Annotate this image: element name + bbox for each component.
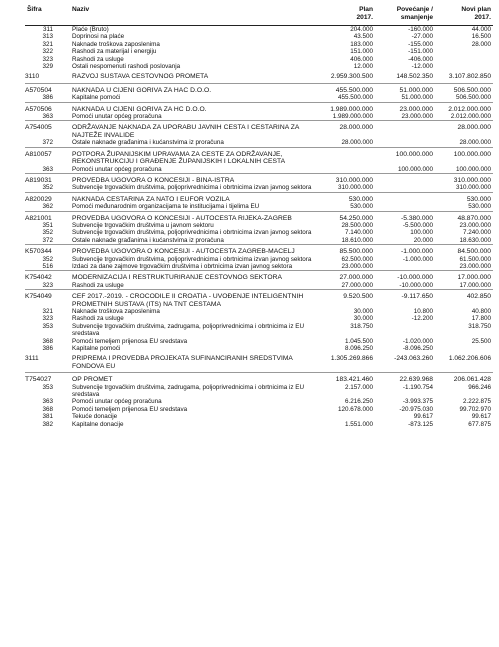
row-code: 3110 [25,73,40,81]
table-row [25,56,493,63]
table-row [25,48,493,55]
row-plan: 8.096.250 [344,345,373,353]
row-new-plan: 2.012.000.000 [450,113,491,121]
row-plan: 1.989.000.000 [330,105,373,113]
row-change: -1.000.000 [401,248,433,256]
row-code: 363 [42,165,53,173]
table-row [25,345,493,352]
row-change: -155.000 [408,40,433,48]
group-row [25,245,493,256]
row-name: CEF 2017.-2019. - CROCODILE II CROATIA - UVOĐENJE INTELIGENTNIH PROMETNIH SUSTAVA (ITS) NA TNT CESTAMA [72,293,304,308]
row-code: 363 [42,398,53,406]
row-name: Ostali nespomenuti rashodi poslovanja [72,63,181,71]
row-code: 313 [42,33,53,41]
row-change: -10.000.000 [399,281,433,289]
row-plan: 1.551.000 [344,420,373,428]
row-code: 516 [42,262,53,270]
row-new-plan: 530.000 [466,195,491,203]
row-name: Subvencije trgovačkim društvima, zadrugama, poljoprivrednicima i obrtnicima iz EU sredstava [72,322,305,338]
table-header [25,5,493,26]
row-new-plan: 23.000.000 [459,262,491,270]
row-name: Pomoći unutar općeg proračuna [72,398,162,406]
row-plan: 27.000.000 [339,274,373,282]
row-name: Naknade troškova zaposlenima [72,40,160,48]
row-name: NAKNADA U CIJENI GORIVA ZA HAC D.O.O. [72,86,212,94]
table-row [25,308,493,315]
row-new-plan: 1.062.206.606 [448,355,491,363]
row-new-plan: 44.000 [471,26,491,33]
row-change [375,203,435,211]
row-code: 382 [42,420,53,428]
row-change: -1.020.000 [402,337,433,345]
row-plan: 1.045.500 [344,337,373,345]
row-new-plan: 2.222.875 [462,398,491,406]
row-plan: 183.000 [350,40,373,48]
row-code: 322 [42,48,53,56]
group-row [25,373,493,384]
row-change: 100.000.000 [395,150,433,158]
row-code: 352 [42,255,53,263]
row-code: 323 [42,55,53,63]
row-new-plan: 40.800 [471,308,491,315]
row-change: 10.800 [413,308,433,315]
row-plan: 455.500.000 [337,94,373,102]
table-row [25,63,493,70]
row-code: A819031 [25,176,52,184]
header-row [25,5,493,26]
row-name: Kapitalne pomoći [72,94,121,102]
row-new-plan: 17.000.000 [457,274,491,282]
row-plan: 18.610.000 [341,236,373,244]
row-change: -12.200 [411,315,433,323]
row-change: -9.117.650 [401,293,433,301]
row-new-plan: 99.617 [471,413,491,421]
row-plan: 54.250.000 [339,214,373,222]
row-code: 352 [42,229,53,237]
row-change: 51.000.000 [399,86,433,94]
row-name: Naknade troškova zaposlenima [72,308,160,315]
row-name: MODERNIZACIJA I RESTRUKTURIRANJE CESTOVNOG SEKTORA [72,274,282,282]
row-name: PRIPREMA I PROVEDBA PROJEKATA SUFINANCIRANIH SREDSTVIMA FONDOVA EU [72,355,293,370]
row-new-plan: 84.500.000 [457,248,491,256]
row-change: -406.000 [408,55,433,63]
row-name: Pomoći unutar općeg proračuna [72,165,162,173]
row-change: -3.993.375 [402,398,433,406]
row-change: -8.096.250 [402,345,433,353]
row-plan: 318.750 [350,322,373,330]
row-new-plan: 3.107.802.850 [448,73,491,81]
budget-table [25,5,493,428]
row-code: 372 [42,139,53,147]
table-body [25,26,493,429]
row-name: Ostale naknade građanima i kućanstvima iz proračuna [72,139,224,147]
row-name: Kapitalne pomoći [72,345,121,353]
group-row [25,173,493,184]
row-name: Pomoći međunarodnim organizacijama te institucijama i tijelima EU [72,203,260,211]
row-change: -10.000.000 [397,274,433,282]
row-code: 368 [42,405,53,413]
row-plan: 85.500.000 [339,248,373,256]
row-name: Izdaci za dane zajmove trgovačkim društvima i obrtnicima izvan javnog sektora [72,262,293,270]
row-new-plan [435,63,493,70]
row-new-plan: 17.800 [471,315,491,323]
table-row [25,41,493,48]
row-new-plan: 28.000 [471,40,491,48]
row-code: 368 [42,337,53,345]
row-plan: 62.500.000 [341,255,373,263]
row-new-plan: 677.875 [468,420,491,428]
row-change [375,323,435,338]
row-new-plan: 100.000.000 [453,150,491,158]
row-plan: 1.305.269.866 [330,355,373,363]
row-name: PROVEDBA UGOVORA O KONCESIJI - AUTOCESTA RIJEKA-ZAGREB [72,214,292,222]
row-name: Subvencije trgovačkim društvima, poljoprivrednicima i obrtnicima izvan javnog sektora [72,229,312,237]
row-new-plan: 23.000.000 [459,221,491,229]
table-row [25,263,493,271]
header-new-plan: Novi plan 2017. [435,5,493,26]
row-change: -12.000 [411,63,433,71]
row-code: A821001 [25,214,52,222]
table-row [25,421,493,428]
row-plan: 120.678.000 [337,405,373,413]
table-row [25,323,493,338]
row-plan: 183.421.460 [335,376,373,384]
table-row [25,113,493,121]
row-new-plan: 2.012.000.000 [448,105,491,113]
row-plan: 310.000.000 [335,176,373,184]
row-plan: 23.000.000 [341,262,373,270]
group-row [25,290,493,308]
row-code: 353 [42,322,53,330]
row-new-plan: 100.000.000 [455,165,491,173]
header-name: Naziv [70,5,314,26]
row-plan: 406.000 [350,55,373,63]
row-plan: 310.000.000 [337,184,373,192]
row-new-plan: 310.000.000 [453,176,491,184]
row-change: 23.000.000 [401,113,433,121]
row-new-plan: 206.061.428 [453,376,491,384]
row-plan: 27.000.000 [341,281,373,289]
row-change: 20.000 [413,236,433,244]
row-new-plan: 61.500.000 [459,255,491,263]
row-code: A820029 [25,195,52,203]
header-code: Šifra [25,5,70,26]
row-code: A754005 [25,124,52,132]
row-name: OP PROMET [72,376,113,384]
row-code: 321 [42,40,53,48]
row-code: 321 [42,308,53,315]
row-name: Plaće (Bruto) [72,26,109,33]
row-code: 352 [42,184,53,192]
row-code: K754042 [25,274,52,282]
row-change: -873.125 [408,420,433,428]
row-name: Ostale naknade građanima i kućanstvima iz proračuna [72,236,224,244]
row-change: -5.380.000 [401,214,433,222]
row-name: Rashodi za usluge [72,55,124,63]
row-change: 148.502.350 [396,73,433,81]
row-name: Rashodi za materijal i energiju [72,48,157,56]
row-new-plan: 18.630.000 [459,236,491,244]
row-change: 99.617 [413,413,433,421]
row-plan: 28.000.000 [339,124,373,132]
row-code: 323 [42,315,53,323]
row-new-plan: 966.246 [468,383,491,391]
row-code: 362 [42,203,53,211]
table-row [25,413,493,420]
row-new-plan: 17.000.000 [459,281,491,289]
row-change: -1.000.000 [402,255,433,263]
table-row [25,166,493,174]
row-code: 3111 [25,355,39,363]
table-row [25,282,493,290]
row-code: 381 [42,413,53,421]
row-name: Rashodi za usluge [72,281,124,289]
row-new-plan: 318.750 [468,322,491,330]
row-code: 386 [42,345,53,353]
table-row [25,33,493,40]
row-code: 329 [42,63,53,71]
group-row [25,271,493,282]
row-new-plan: 16.500 [471,33,491,41]
table-row [25,229,493,236]
row-code: 353 [42,383,53,391]
total-row [25,352,493,372]
row-name: Subvencije trgovačkim društvima u javnom sektoru [72,221,214,229]
table-row [25,256,493,263]
row-plan: 530.000 [350,203,373,211]
row-plan: 9.520.500 [343,293,373,301]
table-row [25,94,493,102]
row-change [375,263,435,271]
row-new-plan: 48.870.000 [457,214,491,222]
row-name: Pomoći unutar općeg proračuna [72,113,162,121]
row-change: 51.000.000 [401,94,433,102]
row-code: T754027 [25,376,52,384]
row-new-plan [435,56,493,63]
row-name: PROVEDBA UGOVORA O KONCESIJI - BINA-ISTRA [72,176,235,184]
row-plan: 6.216.250 [344,398,373,406]
group-row [25,192,493,203]
table-row [25,406,493,413]
row-new-plan: 7.240.000 [462,229,491,237]
row-code: K754049 [25,293,52,301]
row-plan: 28.000.000 [341,139,373,147]
row-change: 22.639.968 [399,376,433,384]
row-change [375,184,435,192]
row-name: Kapitalne donacije [72,420,124,428]
row-new-plan: 506.500.000 [455,94,491,102]
row-plan: 30.000 [353,308,373,315]
table-row [25,315,493,322]
row-change: -5.500.000 [402,221,433,229]
row-name: NAKNADA CESTARINA ZA NATO I EUFOR VOZILA [72,195,230,203]
row-name: Doprinosi na plaće [72,33,125,41]
row-plan [314,166,375,174]
row-change: -151.000 [408,48,433,56]
row-change: -20.975.030 [399,405,433,413]
table-row [25,338,493,345]
table-row [25,203,493,211]
row-plan [314,147,375,165]
group-row [25,147,493,165]
row-code: A810057 [25,150,52,158]
row-name: Tekuće donacije [72,413,118,421]
row-change [375,173,435,184]
row-name: Pomoći temeljem prijenosa EU sredstava [72,337,188,345]
row-plan: 7.140.000 [344,229,373,237]
table-row [25,26,493,34]
row-new-plan: 28.000.000 [457,124,491,132]
row-name: ODRŽAVANJE NAKNADA ZA UPORABU JAVNIH CESTA I CESTARINA ZA NAJTEŽE INVALIDE [72,124,300,139]
table-row [25,184,493,192]
row-code: A570504 [25,86,52,94]
table-row [25,237,493,245]
row-new-plan [435,48,493,55]
row-code: 386 [42,94,53,102]
table-row [25,222,493,229]
row-code: 323 [42,281,53,289]
table-row [25,139,493,147]
row-code: 372 [42,236,53,244]
row-code: 363 [42,113,53,121]
row-name: Pomoći temeljem prijenosa EU sredstava [72,405,188,413]
row-code: A570506 [25,105,52,113]
row-change: -160.000 [408,26,433,33]
row-plan: 2.157.000 [344,383,373,391]
row-name: Subvencije trgovačkim društvima, poljoprivrednicima i obrtnicima izvan javnog sektora [72,255,312,263]
row-code: 311 [42,26,53,33]
row-change: -27.000 [411,33,433,41]
row-name: PROVEDBA UGOVORA O KONCESIJI - AUTOCESTA ZAGREB-MACELJ [72,248,295,256]
table-row [25,384,493,399]
row-plan: 530.000 [348,195,373,203]
row-name: Subvencije trgovačkim društvima, zadrugama, poljoprivrednicima i obrtnicima iz EU sredstava [72,383,305,399]
row-new-plan: 25.500 [471,337,491,345]
row-plan [314,413,375,420]
row-new-plan: 530.000 [468,203,491,211]
group-row [25,211,493,222]
row-new-plan [435,345,493,352]
row-plan: 1.989.000.000 [332,113,373,121]
row-plan: 43.500 [353,33,373,41]
header-change: Povećanje / smanjenje [375,5,435,26]
row-change: 100.000 [410,229,433,237]
group-row [25,102,493,113]
group-row [25,121,493,139]
row-code: 351 [42,221,53,229]
row-plan: 455.500.000 [335,86,373,94]
row-code: K570344 [25,248,52,256]
row-change: 100.000.000 [397,165,433,173]
row-name: RAZVOJ SUSTAVA CESTOVNOG PROMETA [72,73,209,81]
row-change: 23.000.000 [399,105,433,113]
row-plan: 28.500.000 [341,221,373,229]
row-new-plan: 506.500.000 [453,86,491,94]
row-plan: 2.959.300.500 [330,73,373,81]
row-change [375,192,435,203]
row-change: -243.063.260 [394,355,433,363]
row-name: POTPORA ŽUPANIJSKIM UPRAVAMA ZA CESTE ZA ODRŽAVANJE, REKONSTRUKCIJU I GRAĐENJE ŽUPANIJSKIH I LOKALNIH CESTA [72,150,286,166]
row-change [375,139,435,147]
row-plan: 12.000 [353,63,373,71]
row-plan: 30.000 [353,315,373,323]
table-row [25,398,493,405]
group-row [25,83,493,94]
row-name: Rashodi za usluge [72,315,124,323]
row-change: -1.190.754 [402,383,433,391]
header-plan: Plan 2017. [314,5,375,26]
row-name: Subvencije trgovačkim društvima, poljoprivrednicima i obrtnicima izvan javnog sektora [72,184,312,192]
row-new-plan: 402.850 [466,293,491,301]
row-new-plan: 99.702.970 [459,405,491,413]
row-new-plan: 310.000.000 [455,184,491,192]
row-change [375,121,435,139]
row-plan: 204.000 [350,26,373,33]
row-name: NAKNADA U CIJENI GORIVA ZA HC D.O.O. [72,105,207,113]
row-plan: 151.000 [350,48,373,56]
row-new-plan: 28.000.000 [459,139,491,147]
total-row [25,70,493,83]
